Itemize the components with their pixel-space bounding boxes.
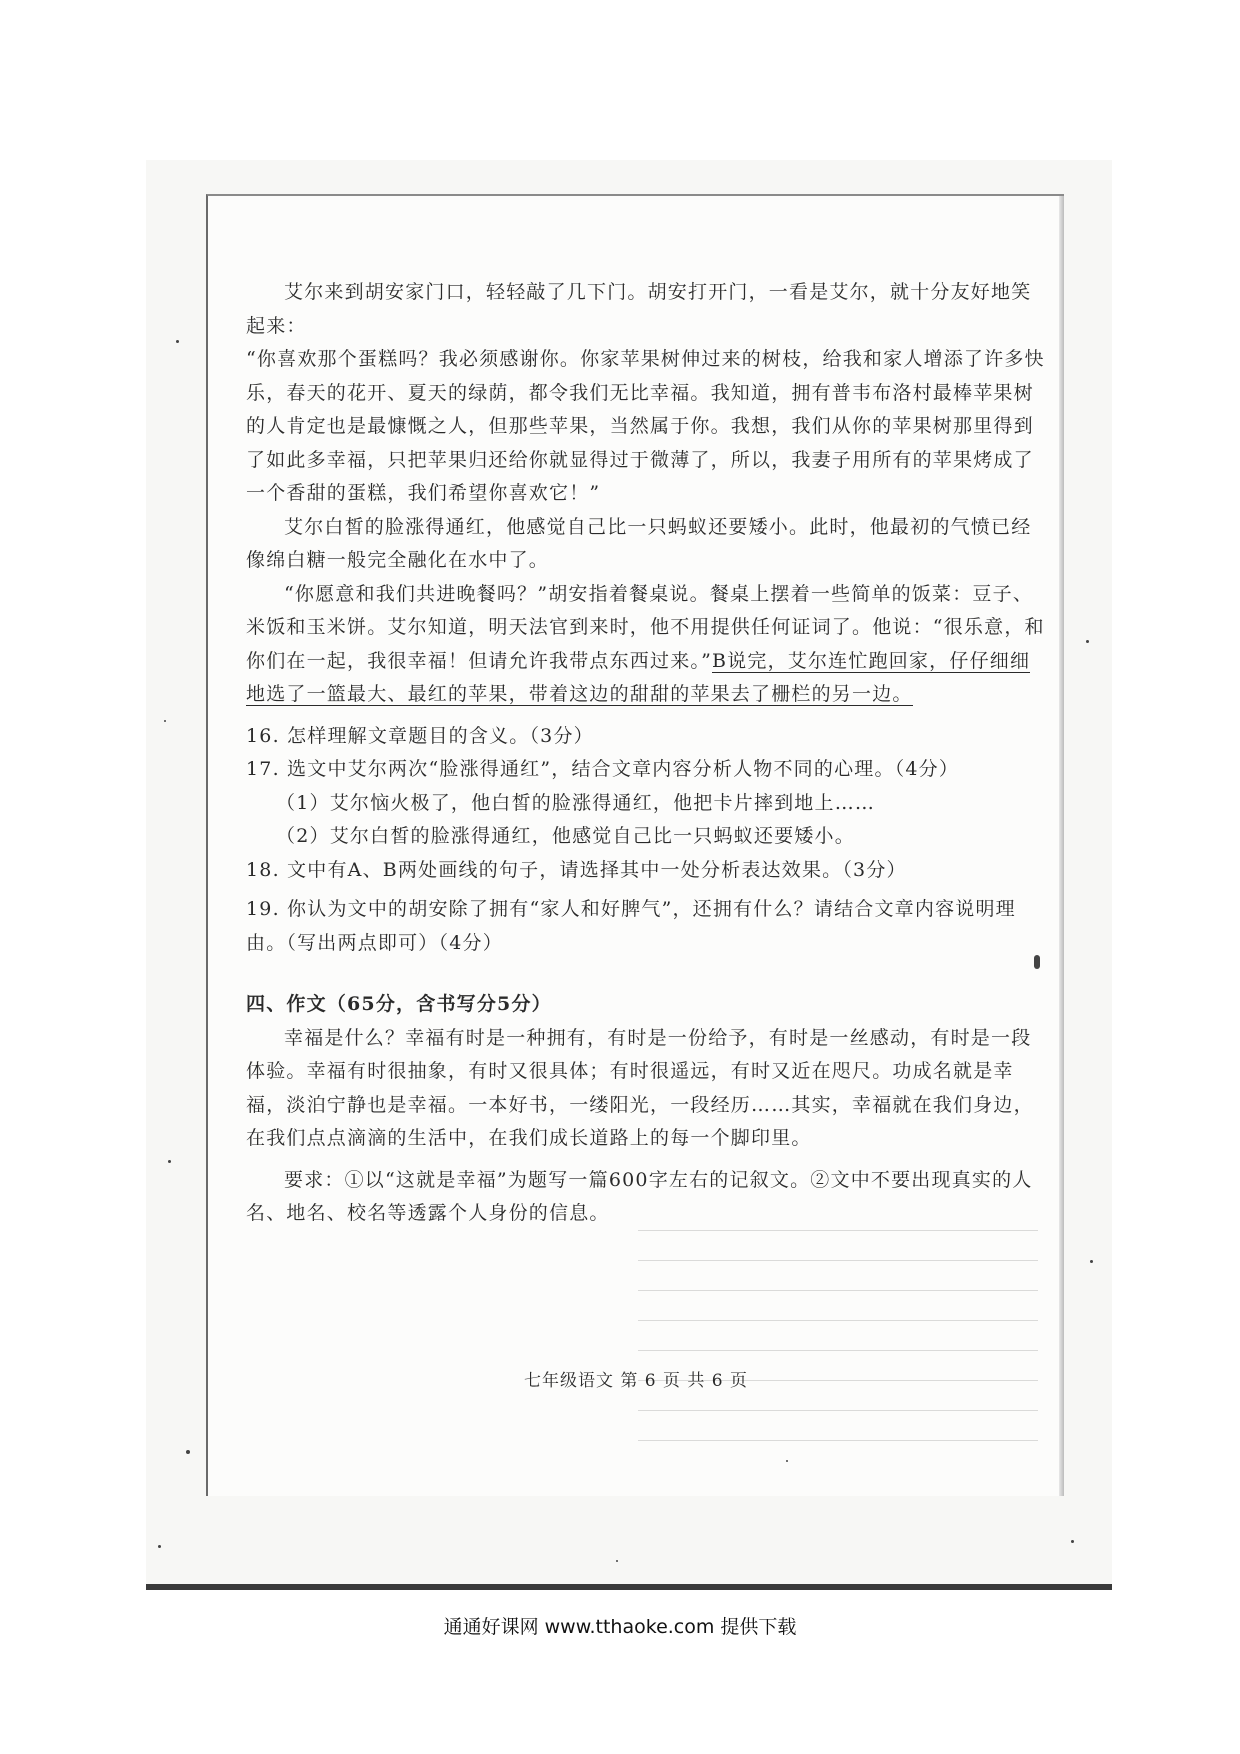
passage-paragraph: 艾尔白皙的脸涨得通红，他感觉自己比一只蚂蚁还要矮小。此时，他最初的气愤已经像绵白糖一般完全融化在水中了。	[246, 515, 1032, 571]
question-17: 17. 选文中艾尔两次“脸涨得通红”，结合文章内容分析人物不同的心理。（4分）	[246, 758, 960, 780]
scan-speck	[786, 1460, 788, 1462]
passage-text: “你愿意和我们共进晚餐吗？”胡安指着餐桌说。餐桌上摆着一些简单的饭菜：豆子、米饭和玉米饼。艾尔知道，明天法官到来时，他不用提供任何证词了。他说：“很乐意，和你们在一起，我很幸福！但请允许我带点东西过来。”	[246, 582, 1045, 672]
download-watermark: 通通好课网 www.tthaoke.com 提供下载	[443, 1616, 797, 1638]
question-16: 16. 怎样理解文章题目的含义。（3分）	[246, 724, 594, 747]
question-19: 19. 你认为文中的胡安除了拥有“家人和好脾气”，还拥有什么？请结合文章内容说明理由。（写出两点即可）（4分）	[246, 898, 1016, 954]
page-footer: 七年级语文 第 6 页 共 6 页	[523, 1371, 749, 1391]
exam-content	[246, 276, 1048, 1231]
question-18: 18. 文中有A、B两处画线的句子，请选择其中一处分析表达效果。（3分）	[246, 858, 907, 881]
scan-speck	[1090, 1260, 1093, 1263]
scan-speck	[1034, 955, 1040, 969]
composition-prompt: 幸福是什么？幸福有时是一种拥有，有时是一份给予，有时是一丝感动，有时是一段体验。幸福有时很抽象，有时又很具体；有时很遥远，有时又近在咫尺。功成名就是幸福，淡泊宁静也是幸福。一本好书，一缕阳光，一段经历……其实，幸福就在我们身边，在我们点点滴滴的生活中，在我们成长道路上的每一个脚印里。	[246, 1026, 1034, 1149]
scan-speck	[158, 1545, 161, 1548]
scan-speck	[164, 720, 166, 722]
scan-speck	[1071, 1540, 1074, 1543]
sheet-edge	[1059, 196, 1064, 1496]
passage-paragraph: 艾尔来到胡安家门口，轻轻敲了几下门。胡安打开门，一看是艾尔，就十分友好地笑起来：	[246, 281, 1032, 337]
scan-speck	[168, 1160, 171, 1163]
scanned-page	[146, 160, 1112, 1590]
passage-paragraph	[246, 578, 1048, 712]
composition-requirements: 要求：①以“这就是幸福”为题写一篇600字左右的记叙文。②文中不要出现真实的人名、地名、校名等透露个人身份的信息。	[246, 1168, 1033, 1224]
composition-title: 四、作文（65分，含书写分5分）	[246, 993, 552, 1015]
scan-speck	[1086, 640, 1089, 643]
exam-sheet	[206, 194, 1064, 1496]
question-17-item-1: （1）艾尔恼火极了，他白皙的脸涨得通红，他把卡片摔到地上……	[276, 791, 876, 814]
underlined-sentence-b: B说完，艾尔连忙跑回家，仔仔细细地选了一篮最大、最红的苹果，带着这边的甜甜的苹果去了栅栏的另一边。	[246, 649, 1031, 705]
scan-speck	[186, 1450, 190, 1454]
passage-paragraph: “你喜欢那个蛋糕吗？我必须感谢你。你家苹果树伸过来的树枝，给我和家人增添了许多快乐，春天的花开、夏天的绿荫，都令我们无比幸福。我知道，拥有普韦布洛村最棒苹果树的人肯定也是最慷慨之人，但那些苹果，当然属于你。我想，我们从你的苹果树那里得到了如此多幸福，只把苹果归还给你就显得过于微薄了，所以，我妻子用所有的苹果烤成了一个香甜的蛋糕，我们希望你喜欢它！”	[246, 348, 1045, 504]
question-17-item-2: （2）艾尔白皙的脸涨得通红，他感觉自己比一只蚂蚁还要矮小。	[276, 825, 855, 847]
scan-speck	[616, 1560, 618, 1562]
scan-speck	[176, 340, 179, 343]
bleed-through-text	[638, 1208, 1038, 1468]
